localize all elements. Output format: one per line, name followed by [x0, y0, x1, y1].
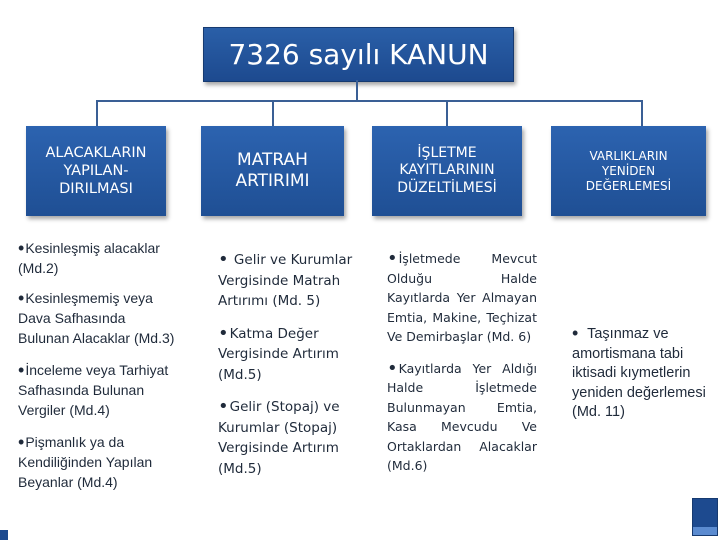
heading-varliklarin: [551, 126, 706, 216]
connector-drop-2: [272, 100, 274, 126]
heading-isletme: [372, 126, 522, 216]
heading-line: DEĞERLEMESİ: [585, 178, 672, 193]
list-item: •Gelir (Stopaj) ve Kurumlar (Stopaj) Vergisinde Artırım (Md.5): [218, 396, 340, 477]
column-matrah-list: [218, 250, 358, 479]
heading-line: MATRAH: [237, 149, 308, 170]
heading-line: DÜZELTİLMESİ: [397, 179, 497, 196]
list-item: •Kayıtlarda Yer Aldığı Halde İşletmede Bulunmayan Emtia, Kasa Mevcudu Ve Ortaklardan Alacaklar (Md.6): [387, 357, 537, 473]
connector-drop-3: [446, 100, 448, 126]
column-varliklarin-list: [572, 324, 712, 423]
heading-line: ALACAKLARIN: [45, 144, 147, 161]
heading-line: YAPILAN-: [63, 162, 129, 179]
heading-line: DIRILMASI: [59, 181, 133, 198]
title-box: [203, 27, 514, 82]
heading-line: YENİDEN: [601, 163, 656, 178]
heading-line: KAYITLARININ: [399, 162, 495, 179]
heading-alacaklarin: [26, 126, 166, 216]
connector-drop-4: [641, 100, 643, 126]
heading-matrah: [201, 126, 344, 216]
column-alacaklarin-list: [18, 238, 178, 492]
list-item: •Katma Değer Vergisinde Artırım (Md.5): [218, 322, 339, 383]
connector-horizontal: [96, 100, 643, 102]
heading-line: VARLIKLARIN: [589, 148, 668, 163]
column-isletme-list: [387, 249, 537, 476]
corner-accent: [0, 530, 8, 540]
heading-line: ARTIRIMI: [235, 171, 310, 191]
connector-vertical-top: [356, 80, 358, 100]
logo-icon: [692, 498, 718, 536]
list-item: •İnceleme veya Tarhiyat Safhasında Bulunan Vergiler (Md.4): [18, 360, 169, 418]
list-item: •Kesinleşmemiş veya Dava Safhasında Bulunan Alacaklar (Md.3): [18, 288, 175, 346]
list-item: •İşletmede Mevcut Olduğu Halde Kayıtlarda Yer Almayan Emtia, Makine, Teçhizat Ve Demirbaşlar (Md. 6): [387, 248, 537, 344]
list-item: • Gelir ve Kurumlar Vergisinde Matrah Artırımı (Md. 5): [218, 249, 353, 309]
list-item: •Pişmanlık ya da Kendiliğinden Yapılan Beyanlar (Md.4): [18, 432, 153, 490]
list-item: • Taşınmaz ve amortismana tabi iktisadi kıymetlerin yeniden değerlemesi (Md. 11): [572, 323, 706, 420]
heading-line: İŞLETME: [417, 144, 477, 161]
connector-drop-1: [96, 100, 98, 126]
list-item: •Kesinleşmiş alacaklar (Md.2): [18, 238, 160, 276]
page-title: 7326 sayılı KANUN: [228, 38, 489, 71]
